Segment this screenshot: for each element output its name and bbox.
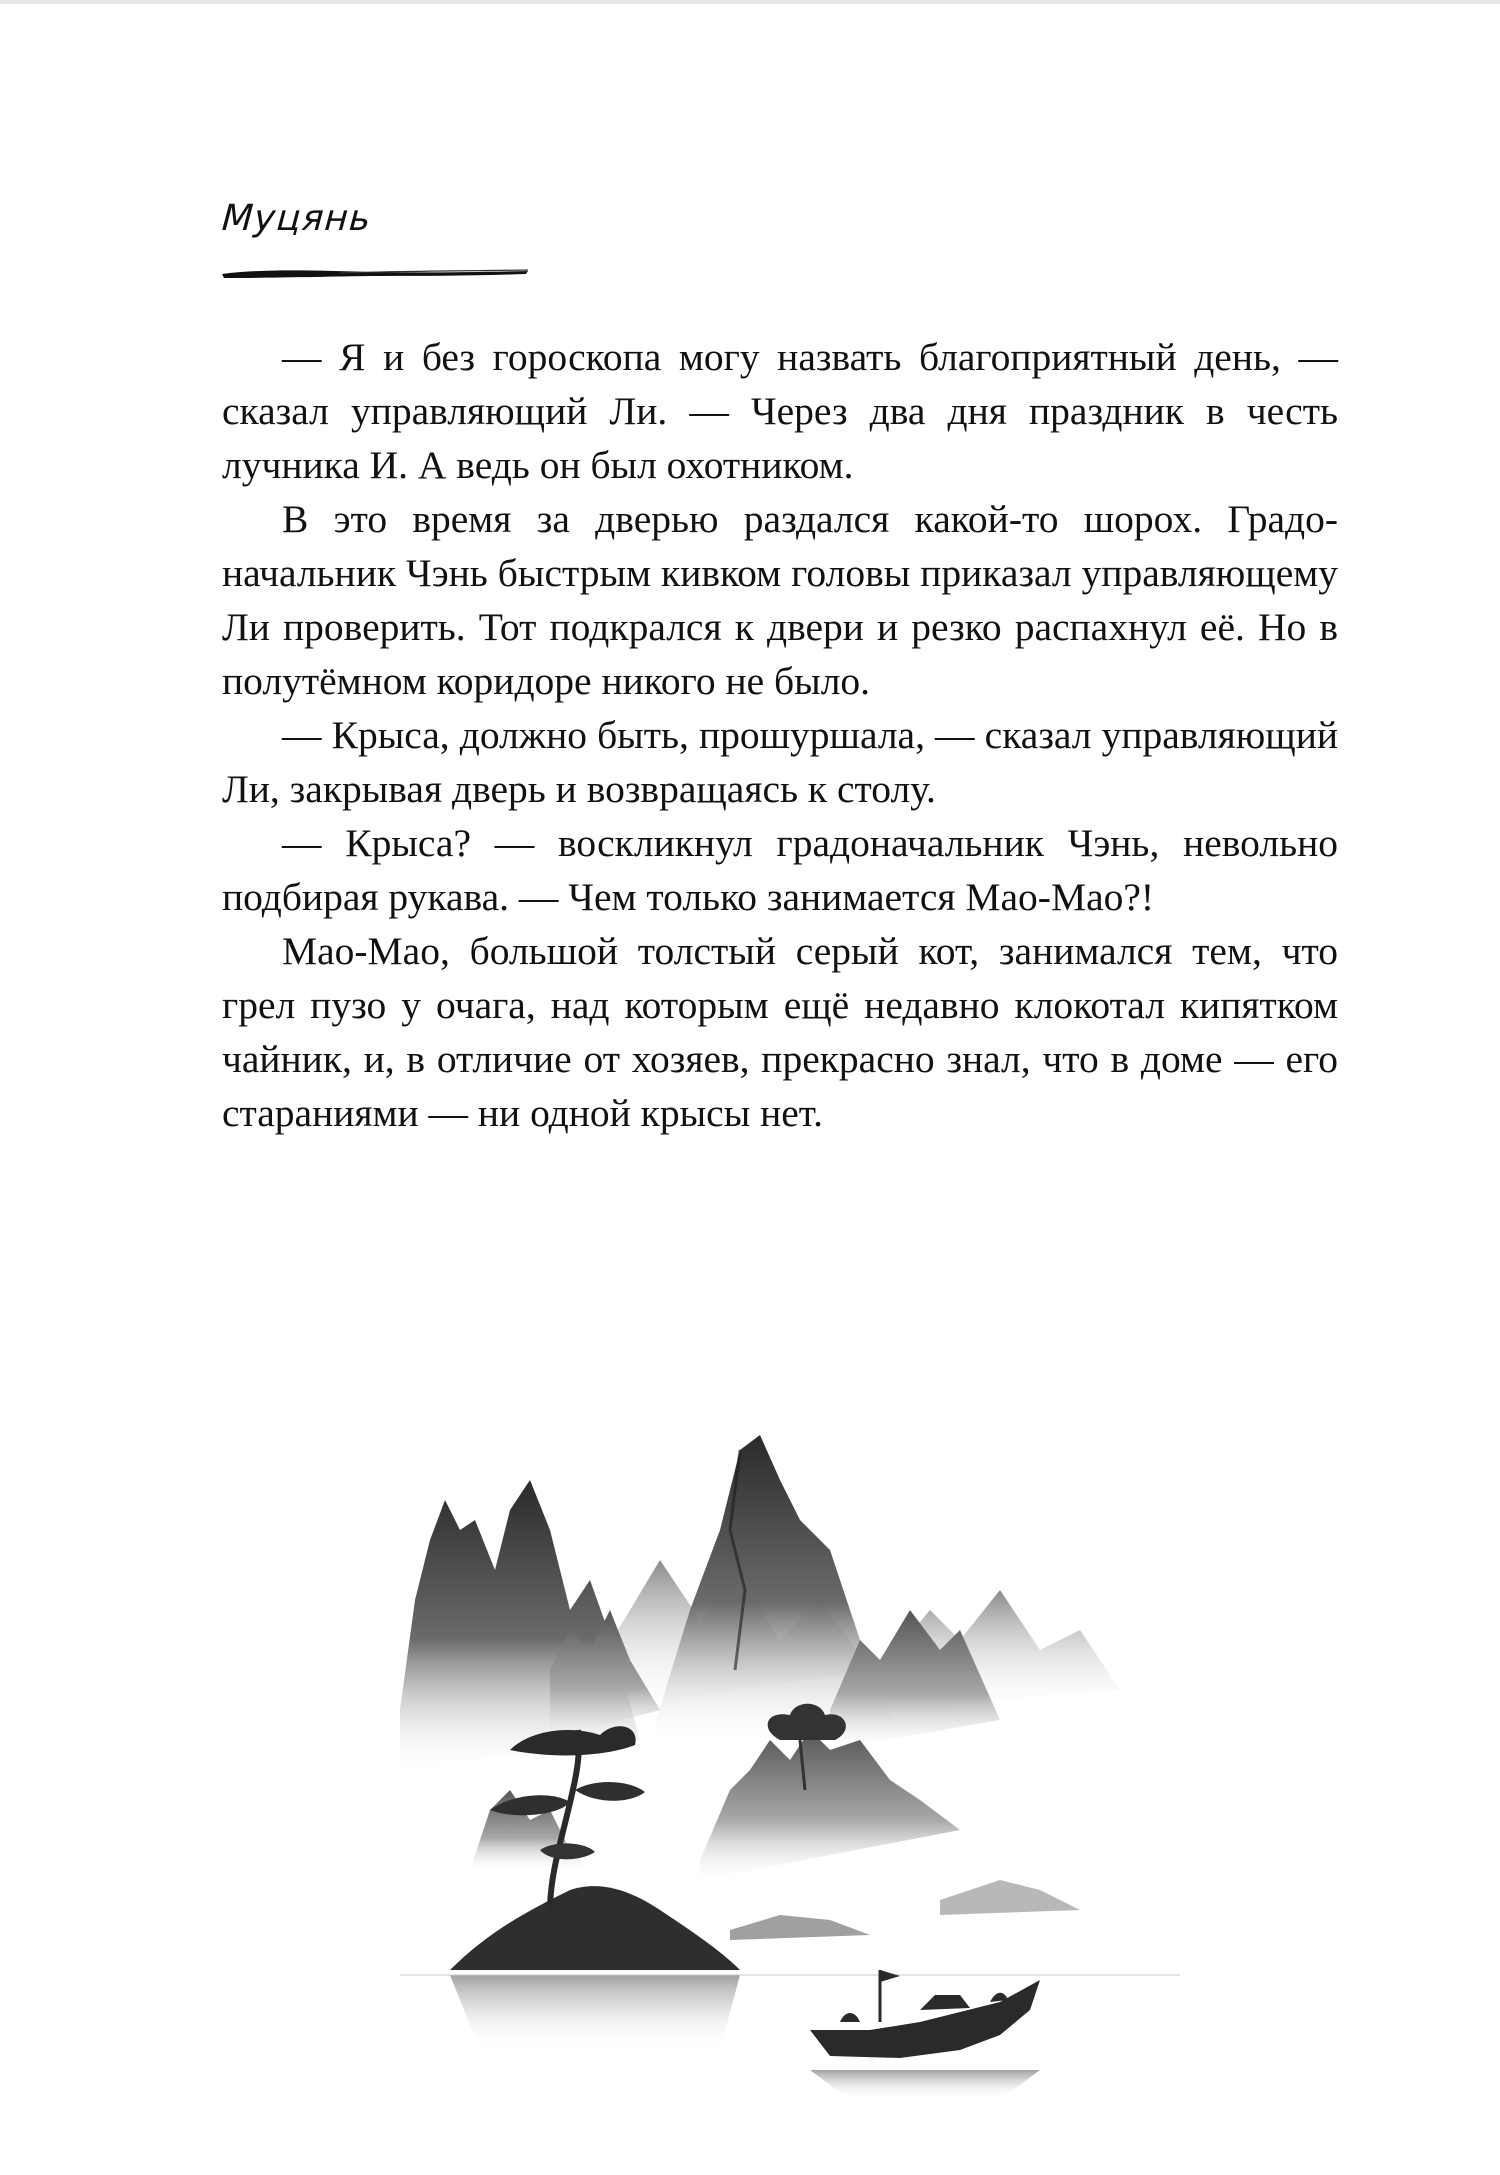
paragraph: — Я и без гороскопа могу назвать благоприятный день, — сказал управляющий Ли. — Через два дня праздник в честь лучника И. А ведь он был охотником. [222, 335, 1338, 487]
brush-stroke-divider [220, 266, 530, 280]
boat [810, 1970, 1040, 2100]
island [450, 1886, 740, 1970]
paragraph: Мао-Мао, большой толстый серый кот, занимался тем, что грел пузо у очага, над которым ещё недавно клокотал кипятком чайник, и, в отличие от хозяев, прекрасно знал, что в доме — его стараниями — ни одной крысы нет. [222, 929, 1338, 1135]
page-top-edge [0, 0, 1500, 4]
body-text [222, 330, 1338, 1140]
ink-landscape-illustration [400, 1410, 1180, 2110]
paragraph: — Крыса, должно быть, прошуршала, — сказал управляющий Ли, закрывая дверь и возвращаясь к столу. [222, 713, 1338, 811]
paragraph: — Крыса? — воскликнул градоначальник Чэнь, невольно подбирая рукава. — Чем только занимается Мао-Мао?! [222, 821, 1338, 919]
paragraph: В это время за дверью раздался какой-то шорох. Градоначальник Чэнь быстрым кивком головы приказал управляющему Ли проверить. Тот подкрался к двери и резко распахнул её. Но в полутёмном коридоре никого не было. [222, 497, 1338, 703]
midground-ridge [700, 1730, 960, 1880]
running-title: Муцянь [220, 198, 373, 239]
